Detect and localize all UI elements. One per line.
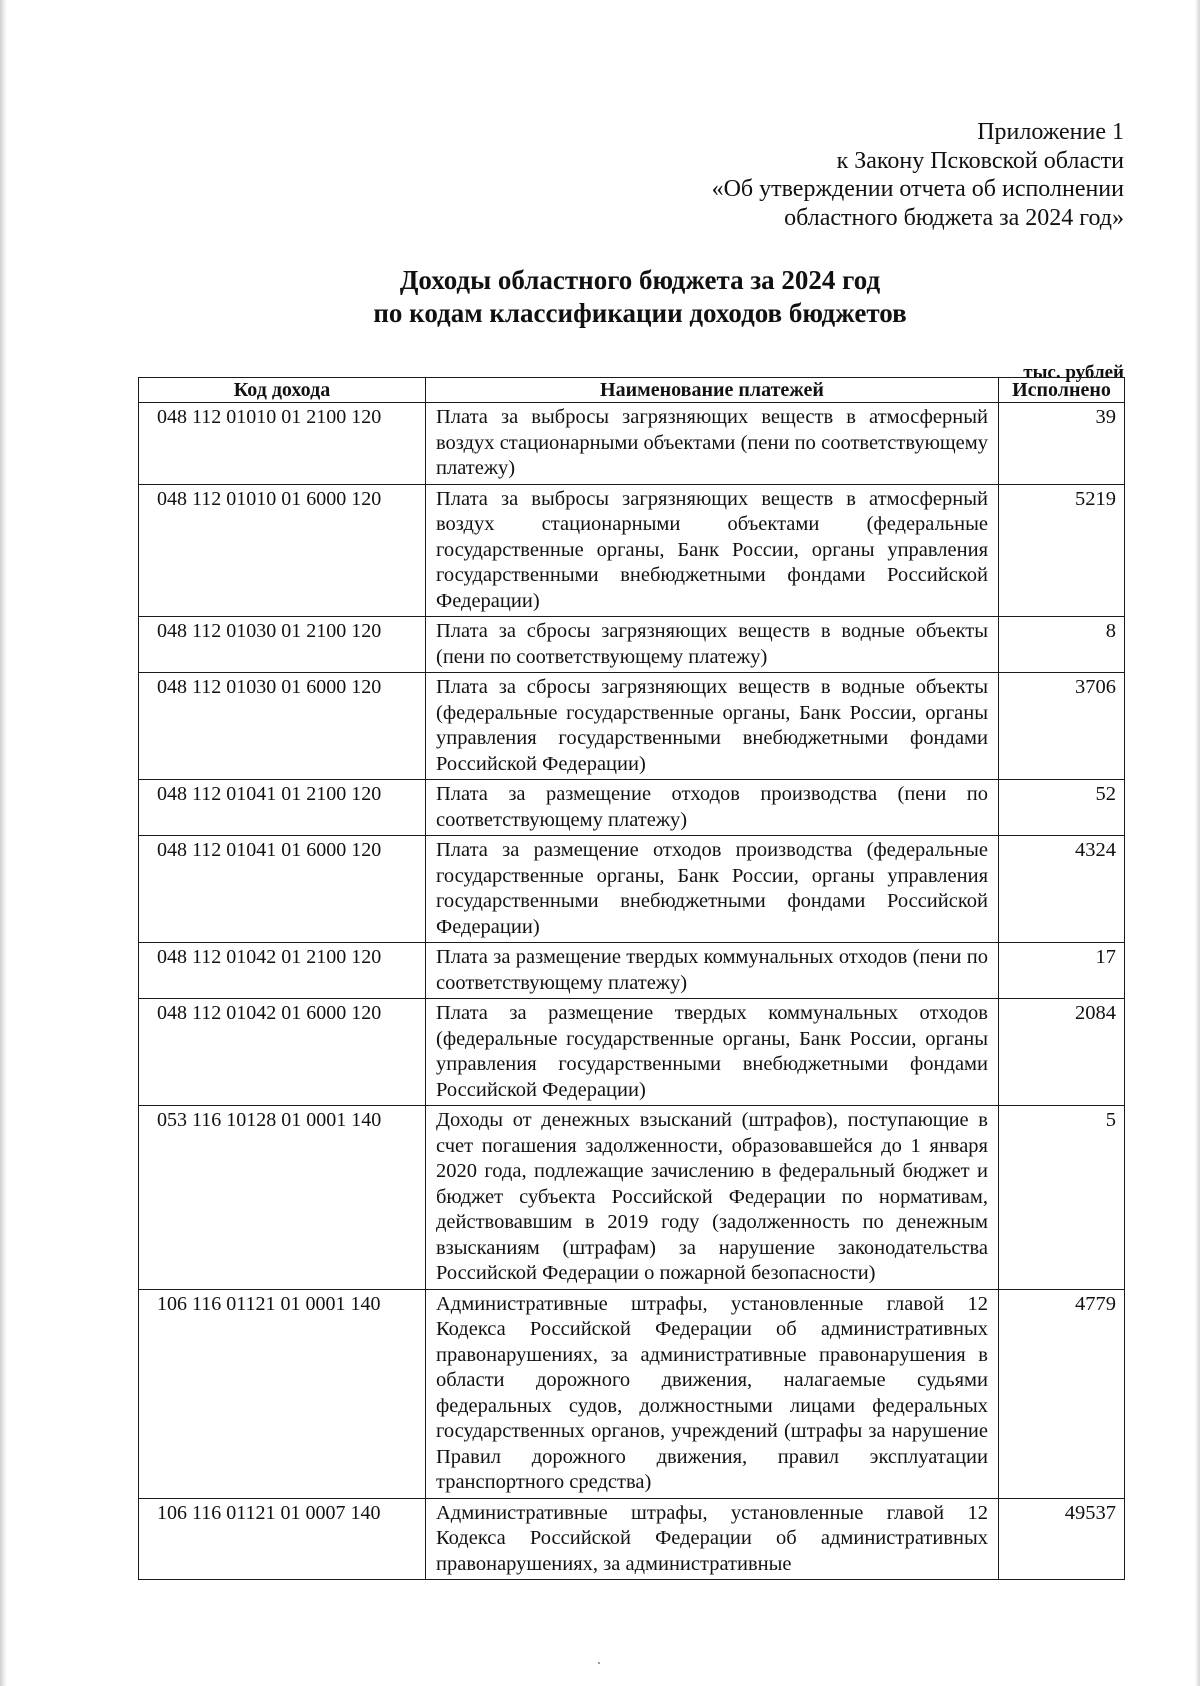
row-code: 048 112 01010 01 6000 120 <box>139 484 426 617</box>
row-name: Административные штрафы, установленные главой 12 Кодекса Российской Федерации об административных правонарушениях, за административные <box>426 1498 999 1580</box>
table-row <box>139 403 1125 485</box>
row-name: Плата за размещение отходов производства (федеральные государственные органы, Банк России, органы управления государственными внебюджетными фондами Российской Федерации) <box>426 836 999 943</box>
row-name: Плата за выбросы загрязняющих веществ в атмосферный воздух стационарными объектами (пени по соответствующему платежу) <box>426 403 999 485</box>
table-row <box>139 999 1125 1106</box>
table-row <box>139 836 1125 943</box>
table-row <box>139 780 1125 836</box>
row-code: 106 116 01121 01 0007 140 <box>139 1498 426 1580</box>
table-row <box>139 484 1125 617</box>
row-amount: 2084 <box>999 999 1125 1106</box>
appendix-line: областного бюджета за 2024 год» <box>784 204 1124 231</box>
row-amount: 8 <box>999 617 1125 673</box>
income-table <box>138 377 1125 1580</box>
table-row <box>139 1498 1125 1580</box>
row-name: Административные штрафы, установленные главой 12 Кодекса Российской Федерации об административных правонарушениях, за административные правонарушения в области дорожного движения, налагаемые судьями федеральных судов, должностными лицами федеральных государственных органов, учреждений (штрафы за нарушение Правил дорожного движения, правил эксплуатации транспортного средства) <box>426 1289 999 1498</box>
appendix-line: «Об утверждении отчета об исполнении <box>711 176 1124 202</box>
row-amount: 17 <box>999 943 1125 999</box>
row-name: Плата за размещение отходов производства (пени по соответствующему платежу) <box>426 780 999 836</box>
row-amount: 5219 <box>999 484 1125 617</box>
row-amount: 5 <box>999 1106 1125 1290</box>
row-code: 048 112 01042 01 2100 120 <box>139 943 426 999</box>
row-amount: 49537 <box>999 1498 1125 1580</box>
appendix-line: Приложение 1 <box>977 119 1124 145</box>
title-line-2: по кодам классификации доходов бюджетов <box>373 298 907 328</box>
title-line-1: Доходы областного бюджета за 2024 год <box>399 265 881 295</box>
row-amount: 39 <box>999 403 1125 485</box>
table-row <box>139 1289 1125 1498</box>
appendix-line: к Закону Псковской области <box>836 147 1124 174</box>
row-amount: 3706 <box>999 673 1125 780</box>
table-row <box>139 943 1125 999</box>
row-amount: 4324 <box>999 836 1125 943</box>
row-code: 106 116 01121 01 0001 140 <box>139 1289 426 1498</box>
appendix-reference <box>524 118 1124 232</box>
row-name: Доходы от денежных взысканий (штрафов), поступающие в счет погашения задолженности, образовавшейся до 1 января 2020 года, подлежащие зачислению в федеральный бюджет и бюджет субъекта Российской Федерации по нормативам, действовавшим в 2019 году (задолженность по денежным взысканиям (штрафам) за нарушение законодательства Российской Федерации о пожарной безопасности) <box>426 1106 999 1290</box>
document-title <box>140 264 1140 330</box>
table-header-row <box>139 378 1125 403</box>
header-name: Наименование платежей <box>426 378 999 403</box>
scan-edge-right <box>1195 0 1200 1686</box>
row-amount: 4779 <box>999 1289 1125 1498</box>
row-name: Плата за сбросы загрязняющих веществ в водные объекты (федеральные государственные органы, Банк России, органы управления государственными внебюджетными фондами Российской Федерации) <box>426 673 999 780</box>
scan-edge-left <box>0 0 7 1686</box>
table-row <box>139 1106 1125 1290</box>
row-code: 053 116 10128 01 0001 140 <box>139 1106 426 1290</box>
table-row <box>139 617 1125 673</box>
row-code: 048 112 01041 01 6000 120 <box>139 836 426 943</box>
row-code: 048 112 01010 01 2100 120 <box>139 403 426 485</box>
table-row <box>139 673 1125 780</box>
row-code: 048 112 01030 01 2100 120 <box>139 617 426 673</box>
row-code: 048 112 01030 01 6000 120 <box>139 673 426 780</box>
header-executed: Исполнено <box>999 378 1125 403</box>
row-name: Плата за выбросы загрязняющих веществ в атмосферный воздух стационарными объектами (федеральные государственные органы, Банк России, органы управления государственными внебюджетными фондами Российской Федерации) <box>426 484 999 617</box>
scan-speck <box>598 1662 600 1664</box>
row-code: 048 112 01041 01 2100 120 <box>139 780 426 836</box>
row-code: 048 112 01042 01 6000 120 <box>139 999 426 1106</box>
row-name: Плата за размещение твердых коммунальных отходов (пени по соответствующему платежу) <box>426 943 999 999</box>
row-amount: 52 <box>999 780 1125 836</box>
units-label: тыс. рублей <box>1023 362 1124 383</box>
header-code: Код дохода <box>139 378 426 403</box>
row-name: Плата за сбросы загрязняющих веществ в водные объекты (пени по соответствующему платежу) <box>426 617 999 673</box>
row-name: Плата за размещение твердых коммунальных отходов (федеральные государственные органы, Банк России, органы управления государственными внебюджетными фондами Российской Федерации) <box>426 999 999 1106</box>
